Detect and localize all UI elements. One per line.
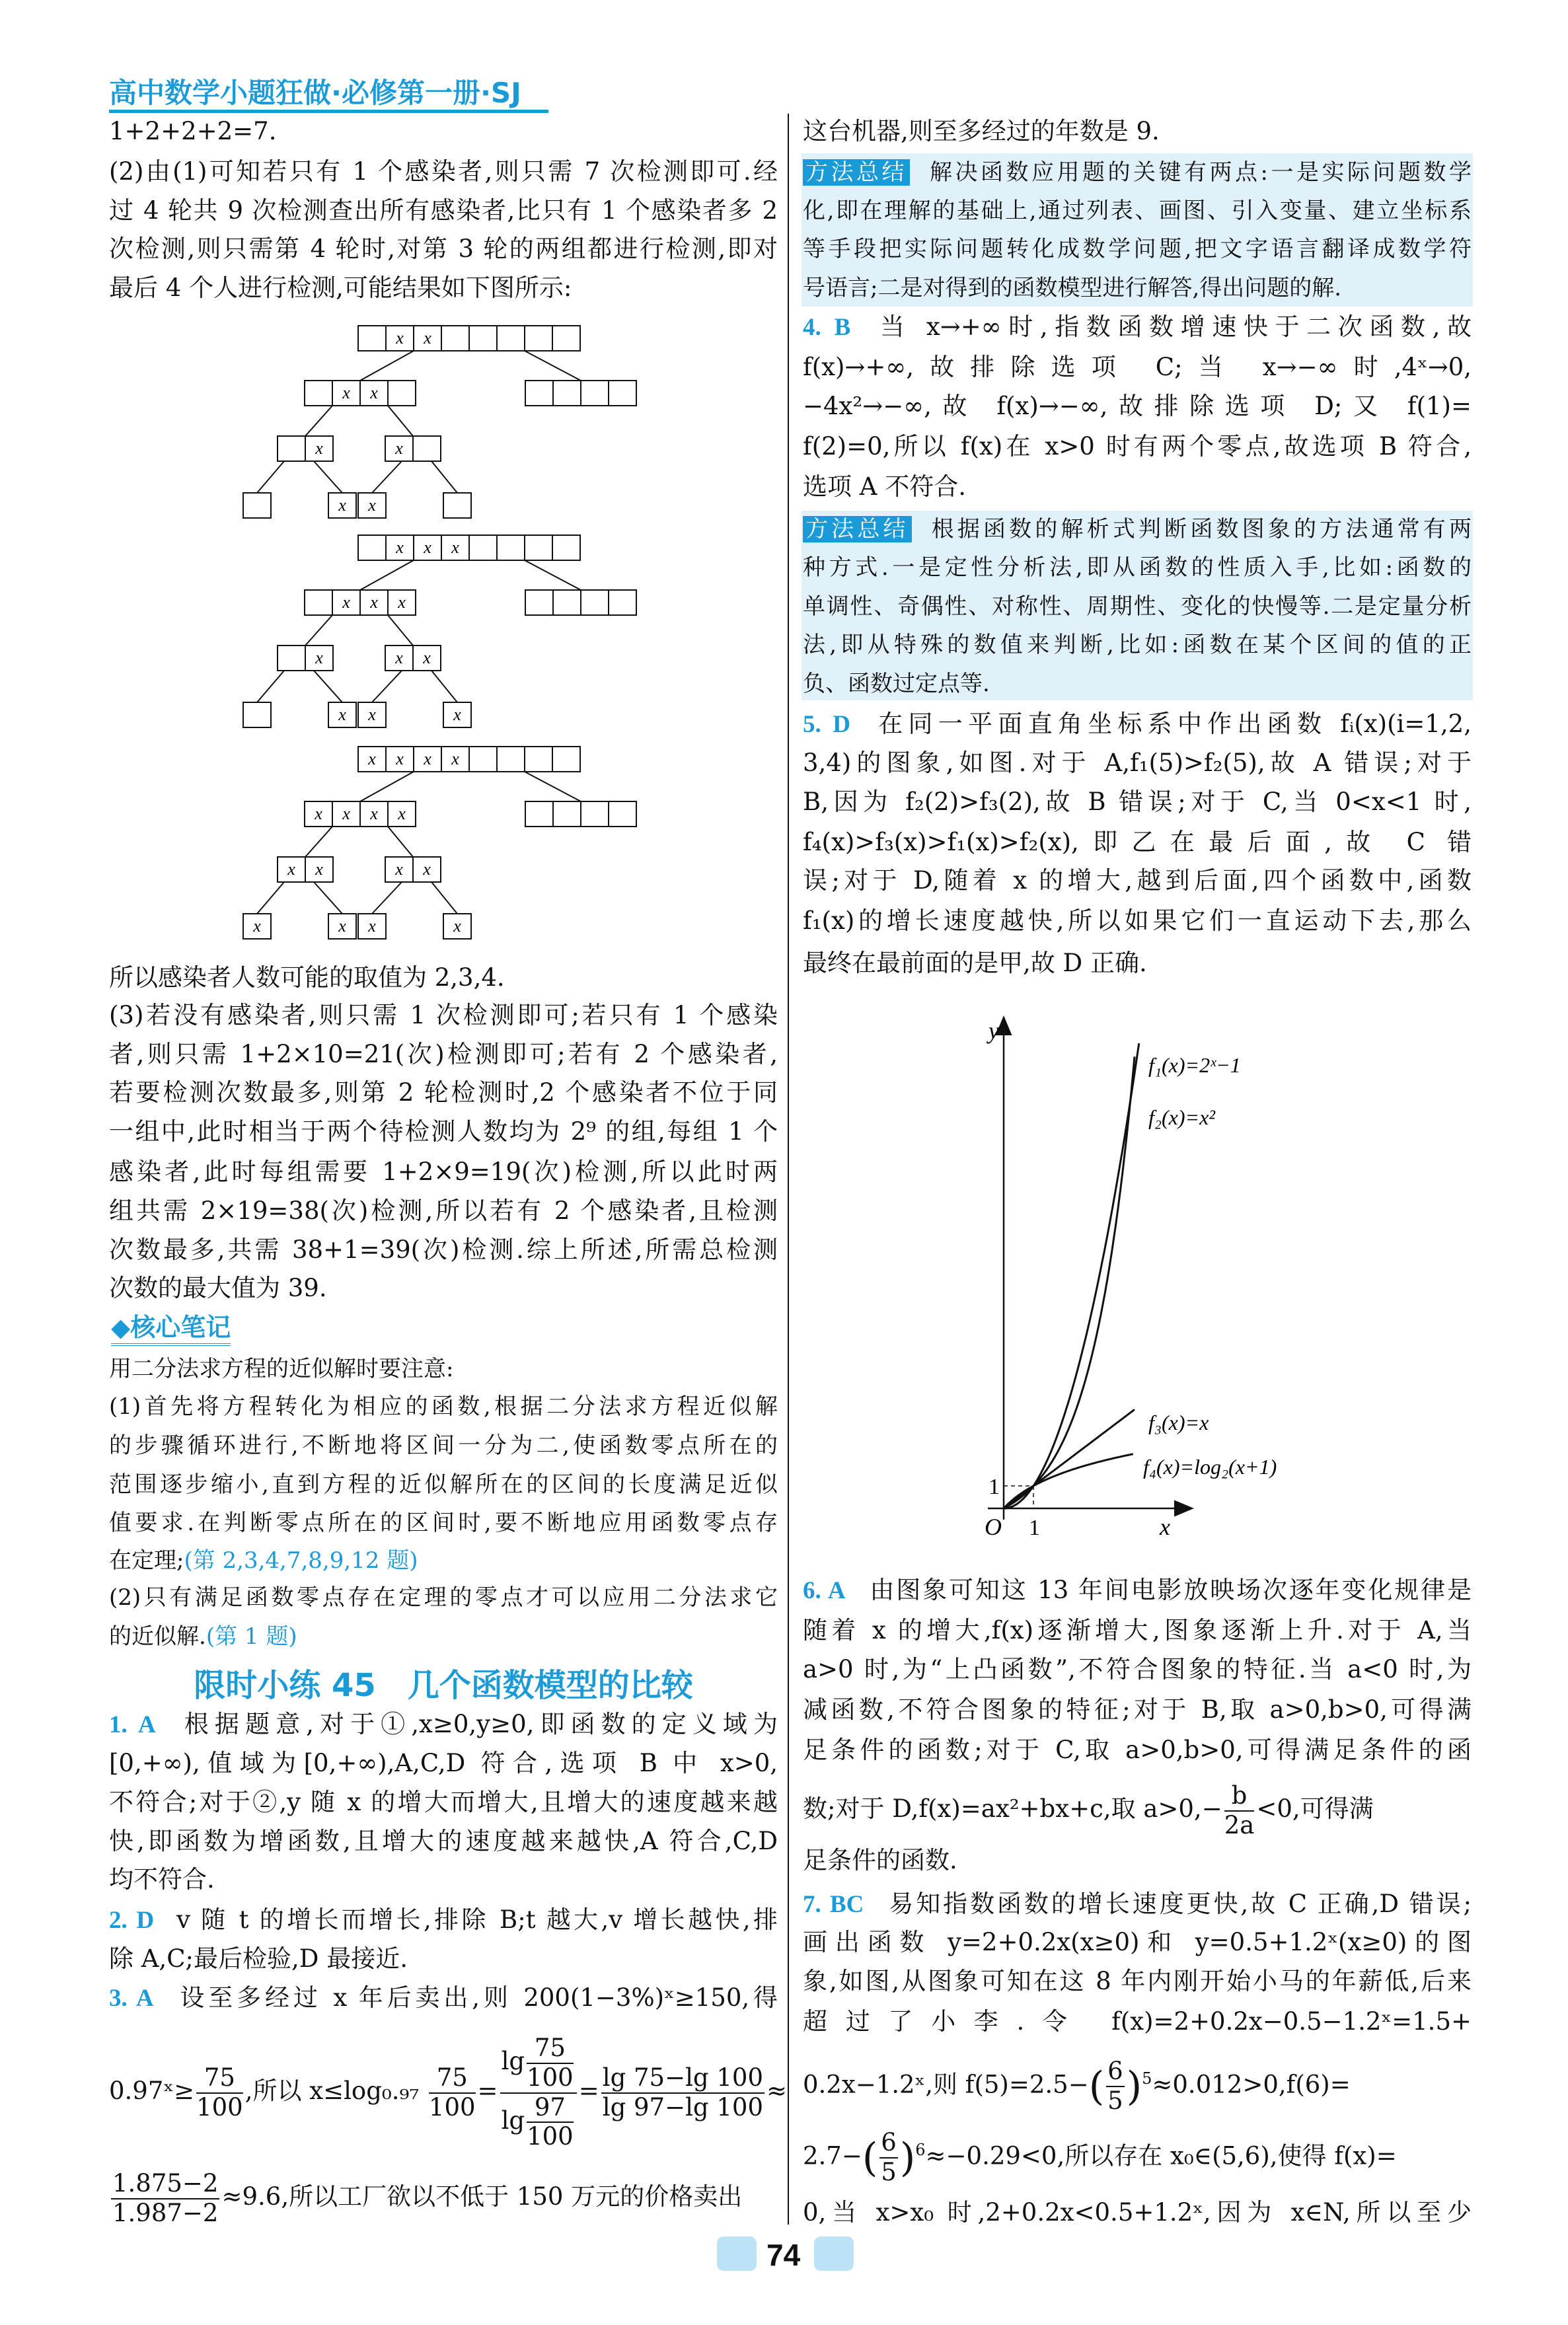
core-notes-title: 核心笔记 [130, 1313, 231, 1342]
fraction [111, 2170, 219, 2227]
paren: ) [1126, 2063, 1142, 2110]
sample-box [305, 590, 332, 615]
tree-branch [372, 461, 402, 493]
sample-box [581, 590, 609, 615]
tree-branch [525, 560, 581, 590]
numerator: lg 75−lg 100 [601, 2064, 765, 2094]
formula-text: 0.2x−1.2ˣ,则 f(5)=2.5− [803, 2070, 1089, 2099]
text-line: 感染者,此时每组需要 1+2×9=19(次)检测,所以此时两 [109, 1158, 778, 1186]
curve-f1 [1004, 1056, 1135, 1508]
sample-box [497, 326, 525, 351]
curve-label-f4: f₄(x)=log₂(x+1) [1143, 1455, 1277, 1479]
infected-mark: x [424, 749, 431, 768]
infected-mark: x [453, 916, 461, 936]
sample-box [443, 493, 471, 518]
infected-mark: x [253, 916, 261, 936]
text-line: 这台机器,则至多经过的年数是 9. [803, 117, 1160, 145]
note-line: (2)只有满足函数零点存在定理的零点才可以应用二分法求它 [109, 1584, 778, 1611]
infected-mark: x [338, 496, 346, 515]
denominator: 100 [527, 2063, 574, 2092]
numerator [500, 2034, 577, 2093]
infected-mark: x [370, 383, 378, 402]
infected-mark: x [315, 648, 323, 667]
infected-mark: x [368, 916, 376, 936]
text-line: 最终在最前面的是甲,故 D 正确. [803, 949, 1147, 977]
sample-box [358, 326, 386, 351]
answer-text: 在同一平面直角坐标系中作出函数 fᵢ(x)(i=1,2, [872, 710, 1472, 738]
answer-line [803, 707, 1472, 741]
column-divider [788, 114, 789, 2225]
fraction [1224, 1782, 1255, 1839]
sample-box [497, 535, 525, 560]
infected-mark: x [395, 439, 403, 458]
tree-branch [431, 671, 457, 702]
text-line: 象,如图,从图象可知在这 8 年内刚开始小马的年薪低,后来 [803, 1967, 1472, 1995]
exponent: 6 [915, 2141, 926, 2159]
answer-line [109, 1981, 778, 2015]
sample-box [553, 801, 581, 827]
infected-mark: x [338, 705, 346, 724]
formula-text: 2.7− [803, 2141, 862, 2170]
text-line: 均不符合. [109, 1865, 215, 1894]
sample-box [243, 493, 271, 518]
sample-box [609, 801, 636, 827]
tree-branch [314, 671, 342, 702]
curve-label-f3: f₃(x)=x [1148, 1411, 1209, 1434]
text-line: 组共需 2×19=38(次)检测,所以若有 2 个感染者,且检测 [109, 1197, 778, 1225]
formula-text: ≈0.012>0,f(6)= [1152, 2070, 1351, 2099]
fraction [527, 2094, 574, 2151]
method-line: 单调性、奇偶性、对称性、周期性、变化的快慢等.二是定量分析 [803, 593, 1472, 620]
text-line: (2)由(1)可知若只有 1 个感染者,则只需 7 次检测即可.经 [109, 157, 778, 186]
sample-box [243, 702, 271, 727]
denominator: 100 [428, 2092, 476, 2122]
text-line: 选项 A 不符合. [803, 472, 967, 501]
answer-label: 2. D [109, 1907, 155, 1934]
equals: = [578, 2077, 599, 2105]
protractor-icon [717, 2236, 757, 2271]
text-line: 若要检测次数最多,则第 2 轮检测时,2 个感染者不位于同 [109, 1078, 778, 1107]
method-line [803, 155, 1472, 189]
origin-label: O [985, 1514, 1002, 1540]
formula-text: 0.97ˣ≥ [109, 2077, 195, 2105]
formula-line [109, 2022, 788, 2160]
answer-text: 易知指数函数的增长速度更快,故 C 正确,D 错误; [886, 1890, 1472, 1918]
sample-box [609, 381, 636, 406]
answer-label: 6. A [803, 1577, 846, 1604]
denominator: 1.987−2 [112, 2198, 219, 2227]
sample-box [553, 381, 581, 406]
text-line: B,因为 f₂(2)>f₃(2),故 B 错误;对于 C,当 0<x<1 时, [803, 788, 1472, 816]
problem-reference: (第 1 题) [205, 1623, 297, 1650]
function-graph [925, 991, 1401, 1553]
note-line: 的步骤循环进行,不断地将区间一分为二,使函数零点所在的 [109, 1432, 778, 1459]
sample-box [525, 535, 552, 560]
sample-box [553, 590, 581, 615]
formula-line [803, 2118, 1472, 2186]
method-line: 化,即在理解的基础上,通过列表、画图、引入变量、建立坐标系 [803, 198, 1472, 224]
text-line: (3)若没有感染者,则只需 1 次检测即可;若只有 1 个感染 [109, 1001, 778, 1029]
infected-mark: x [370, 593, 378, 612]
answer-text: 当 x→+∞时,指数函数增速快于二次函数,故 [873, 313, 1472, 341]
answer-label: 3. A [109, 1985, 154, 2012]
sample-box [581, 801, 609, 827]
sample-box [358, 535, 386, 560]
sample-box [525, 747, 552, 772]
infected-mark: x [451, 538, 459, 557]
text-line: 除 A,C;最后检验,D 最接近. [109, 1944, 408, 1973]
infected-mark: x [398, 804, 406, 823]
tree-branch [360, 772, 414, 801]
text-line: 足条件的函数;对于 C,取 a>0,b>0,可得满足条件的函 [803, 1736, 1472, 1764]
infected-mark: x [451, 749, 459, 768]
x-axis-label: x [1160, 1514, 1170, 1540]
curve-f3 [1004, 1409, 1135, 1508]
sample-box [413, 436, 441, 461]
denominator: 100 [196, 2092, 243, 2122]
tree-branch [388, 827, 413, 857]
formula-text: <0,可得满 [1256, 1794, 1374, 1823]
infected-mark: x [368, 749, 376, 768]
formula-text: ,所以 x≤log₀.₉₇ [244, 2077, 420, 2105]
sample-box [278, 646, 305, 671]
tree-branch [257, 882, 284, 914]
answer-label: 7. BC [803, 1891, 864, 1918]
note-line: (1)首先将方程转化为相应的函数,根据二分法求方程近似解 [109, 1393, 778, 1420]
tree-branch [257, 671, 284, 702]
infected-mark: x [370, 804, 378, 823]
sample-box [552, 326, 580, 351]
numerator: 97 [527, 2094, 574, 2123]
infected-mark: x [398, 593, 406, 612]
denominator [500, 2094, 577, 2151]
infected-mark: x [368, 705, 376, 724]
infected-mark: x [424, 538, 431, 557]
sample-box [609, 590, 636, 615]
note-text: 的近似解. [109, 1623, 206, 1650]
fraction [429, 2064, 476, 2122]
text-line: f(2)=0,所以 f(x)在 x>0 时有两个零点,故选项 B 符合, [803, 432, 1472, 461]
tree-diagram [243, 747, 636, 939]
tree-branch [525, 351, 581, 381]
text-line: 次数的最大值为 39. [109, 1274, 327, 1302]
text-line: f(x)→+∞,故排除选项 C;当 x→−∞时,4ˣ→0, [803, 353, 1472, 381]
curve-label-f2: f₂(x)=x² [1148, 1105, 1215, 1129]
text-line: 3,4)的图象,如图.对于 A,f₁(5)>f₂(5),故 A 错误;对于 [803, 749, 1472, 777]
sample-box [497, 747, 525, 772]
text-line: 1+2+2+2=7. [109, 117, 277, 145]
text-line: f₁(x)的增长速度越快,所以如果它们一直运动下去,那么 [803, 906, 1472, 935]
header-underline [109, 110, 548, 113]
sample-box [441, 326, 469, 351]
approx: ≈ [766, 2077, 788, 2105]
answer-line [803, 1573, 1472, 1607]
curve-f4 [1004, 1454, 1133, 1508]
infected-mark: x [395, 648, 403, 667]
infected-mark: x [315, 860, 323, 879]
tree-branch [372, 882, 402, 914]
method-line: 种方式.一是定性分析法,即从函数的性质入手,比如:函数的 [803, 554, 1472, 581]
numerator: 75 [429, 2064, 476, 2094]
tree-diagram [243, 535, 636, 727]
infected-mark: x [396, 538, 404, 557]
nested-fraction [500, 2034, 577, 2151]
formula-text: ≈−0.29<0,所以存在 x₀∈(5,6),使得 f(x)= [925, 2141, 1397, 2170]
text-line: −4x²→−∞,故 f(x)→−∞,故排除选项 D;又 f(1)= [803, 392, 1472, 420]
denominator: 2a [1224, 1810, 1255, 1839]
formula-line [803, 2047, 1472, 2115]
paren: ) [899, 2134, 916, 2181]
note-line: 用二分法求方程的近似解时要注意: [109, 1356, 454, 1382]
y-tick-1: 1 [989, 1475, 1000, 1499]
denominator: lg 97−lg 100 [602, 2092, 763, 2122]
curve-label-f1: f₁(x)=2ˣ−1 [1148, 1053, 1241, 1077]
method-line: 号语言;二是对得到的函数模型进行解答,得出问题的解. [803, 275, 1342, 301]
answer-line [803, 310, 1472, 344]
method-summary-tag: 方法总结 [803, 159, 910, 186]
infected-mark: x [315, 804, 322, 823]
denominator: 5 [881, 2157, 897, 2186]
page-number: 74 [766, 2238, 801, 2272]
numerator: 1.875−2 [111, 2170, 219, 2199]
numerator: 6 [879, 2129, 898, 2159]
method-summary-tag: 方法总结 [803, 516, 912, 542]
formula-line [803, 1777, 1472, 1841]
text-line: 画出函数 y=2+0.2x(x≥0)和 y=0.5+1.2ˣ(x≥0)的图 [803, 1928, 1472, 1956]
sample-box [525, 590, 553, 615]
formula-text: 数;对于 D,f(x)=ax²+bx+c,取 a>0,− [803, 1794, 1222, 1823]
text-line: f₄(x)>f₃(x)>f₁(x)>f₂(x),即乙在最后面,故 C 错 [803, 828, 1472, 856]
answer-line [109, 1707, 778, 1742]
note-text: 在定理; [109, 1547, 184, 1574]
answer-line [803, 1887, 1472, 1921]
sample-box [388, 381, 416, 406]
sample-box [469, 747, 497, 772]
core-notes-heading [111, 1311, 231, 1346]
lg: lg [501, 2106, 525, 2135]
tree-branch [388, 615, 413, 646]
y-axis-label: y [989, 1017, 999, 1044]
text-line: 一组中,此时相当于两个待检测人数均为 2⁹ 的组,每组 1 个 [109, 1117, 778, 1146]
note-line: 值要求.在判断零点所在的区间时,要不断地应用函数零点存 [109, 1510, 778, 1536]
sample-box [552, 747, 580, 772]
tree-branch [431, 461, 457, 493]
infected-mark: x [396, 328, 404, 348]
sample-box [525, 801, 553, 827]
tree-branch [305, 406, 332, 436]
section-title: 限时小练 45 几个函数模型的比较 [194, 1667, 693, 1704]
infected-mark: x [338, 916, 346, 936]
book-title: 高中数学小题狂做·必修第一册·SJ [109, 77, 521, 109]
answer-text: 由图象可知这 13 年间电影放映场次逐年变化规律是 [868, 1576, 1472, 1604]
tree-branch [314, 461, 342, 493]
text-line: 所以感染者人数可能的取值为 2,3,4. [109, 963, 505, 992]
note-line [109, 1619, 778, 1654]
text-line: 快,即函数为增函数,且增大的速度越来越快,A 符合,C,D [109, 1827, 778, 1855]
fraction [601, 2064, 765, 2122]
paren: ( [862, 2134, 878, 2181]
text-line: a>0 时,为“上凸函数”,不符合图象的特征.当 a<0 时,为 [803, 1655, 1472, 1683]
equals: = [477, 2077, 498, 2105]
text-line: 足条件的函数. [803, 1846, 957, 1874]
text-line: [0,+∞),值域为[0,+∞),A,C,D 符合,选项 B 中 x>0, [109, 1749, 778, 1777]
numerator: 75 [527, 2034, 574, 2064]
infected-mark: x [342, 383, 350, 402]
exponent: 5 [1142, 2069, 1152, 2088]
paren: ( [1088, 2063, 1105, 2110]
text-line: 过 4 轮共 9 次检测查出所有感染者,比只有 1 个感染者多 2 [109, 196, 778, 225]
denominator: 5 [1107, 2086, 1123, 2115]
problem-reference: (第 2,3,4,7,8,9,12 题) [184, 1547, 418, 1574]
testing-tree-diagrams [198, 311, 694, 945]
sample-box [305, 381, 332, 406]
answer-text: 根据题意,对于①,x≥0,y≥0,即函数的定义域为 [178, 1710, 778, 1738]
lg: lg [501, 2047, 525, 2076]
tree-branch [305, 827, 332, 857]
method-line [803, 511, 1472, 546]
tree-diagram [243, 326, 636, 518]
infected-mark: x [423, 860, 431, 879]
infected-mark: x [368, 496, 376, 515]
x-tick-1: 1 [1029, 1516, 1040, 1540]
numerator: 75 [196, 2064, 243, 2094]
infected-mark: x [395, 860, 403, 879]
sample-box [469, 326, 497, 351]
sample-box [581, 381, 609, 406]
formula-line [109, 2167, 778, 2227]
sample-box [552, 535, 580, 560]
numerator: 6 [1106, 2057, 1125, 2087]
denominator: 100 [527, 2122, 574, 2151]
fraction [196, 2064, 243, 2122]
fraction [879, 2129, 898, 2186]
infected-mark: x [424, 328, 431, 348]
method-line: 法,即从特殊的数值来判断,比如:函数在某个区间的值的正 [803, 632, 1472, 658]
infected-mark: x [315, 439, 323, 458]
diamond-icon: ◆ [111, 1313, 131, 1342]
method-text: 解决函数应用题的关键有两点:一是实际问题数学 [930, 159, 1472, 186]
text-line: 次数最多,共需 38+1=39(次)检测.综上所述,所需总检测 [109, 1236, 778, 1264]
set-square-icon [814, 2236, 854, 2271]
formula-text: ≈9.6,所以工厂欲以不低于 150 万元的价格卖出 [221, 2182, 743, 2211]
numerator: b [1224, 1782, 1255, 1812]
text-line: 不符合;对于②,y 随 x 的增大而增大,且增大的速度越来越 [109, 1788, 778, 1816]
text-line: 超过了小李.令 f(x)=2+0.2x−0.5−1.2ˣ=1.5+ [803, 2007, 1472, 2036]
answer-text: v 随 t 的增长而增长,排除 B;t 越大,v 增长越快,排 [176, 1905, 778, 1934]
infected-mark: x [287, 860, 295, 879]
text-line: 最后 4 个人进行检测,可能结果如下图所示: [109, 274, 572, 302]
sample-box [278, 436, 305, 461]
note-line: 范围逐步缩小,直到方程的近似解所在的区间的长度满足近似 [109, 1471, 778, 1498]
text-line: 次检测,则只需第 4 轮时,对第 3 轮的两组都进行检测,即对 [109, 235, 778, 263]
answer-text: 设至多经过 x 年后卖出,则 200(1−3%)ˣ≥150,得 [176, 1983, 778, 2012]
tree-branch [525, 772, 581, 801]
infected-mark: x [453, 705, 461, 724]
infected-mark: x [342, 593, 350, 612]
method-text: 根据函数的解析式判断函数图象的方法通常有两 [931, 516, 1472, 542]
text-line: 0,当 x>x₀ 时,2+0.2x<0.5+1.2ˣ,因为 x∈N,所以至少 [803, 2198, 1472, 2227]
answer-line [109, 1903, 778, 1937]
fraction [527, 2034, 574, 2092]
sample-box [525, 381, 553, 406]
tree-branch [257, 461, 284, 493]
text-line: 随着 x 的增大,f(x)逐渐增大,图象逐渐上升.对于 A,当 [803, 1616, 1472, 1644]
answer-label: 1. A [109, 1711, 156, 1738]
fraction [1106, 2057, 1125, 2115]
sample-box [525, 326, 552, 351]
infected-mark: x [342, 804, 350, 823]
curve-f2 [1004, 1043, 1139, 1508]
method-line: 等手段把实际问题转化成数学问题,把文字语言翻译成数学符 [803, 236, 1472, 262]
infected-mark: x [423, 648, 431, 667]
answer-label: 5. D [803, 711, 850, 738]
sample-box [469, 535, 497, 560]
tree-branch [372, 671, 402, 702]
tree-branch [360, 351, 414, 381]
answer-label: 4. B [803, 314, 851, 341]
text-line: 误;对于 D,随着 x 的增大,越到后面,四个函数中,函数 [803, 866, 1472, 895]
tree-branch [305, 615, 332, 646]
text-line: 减函数,不符合图象的特征;对于 B,取 a>0,b>0,可得满 [803, 1695, 1472, 1724]
tree-branch [388, 406, 413, 436]
method-line: 负、函数过定点等. [803, 671, 990, 697]
tree-branch [431, 882, 457, 914]
tree-branch [360, 560, 414, 590]
tree-branch [314, 882, 342, 914]
text-line: 者,则只需 1+2×10=21(次)检测即可;若有 2 个感染者, [109, 1040, 778, 1068]
note-line [109, 1543, 778, 1578]
infected-mark: x [396, 749, 404, 768]
